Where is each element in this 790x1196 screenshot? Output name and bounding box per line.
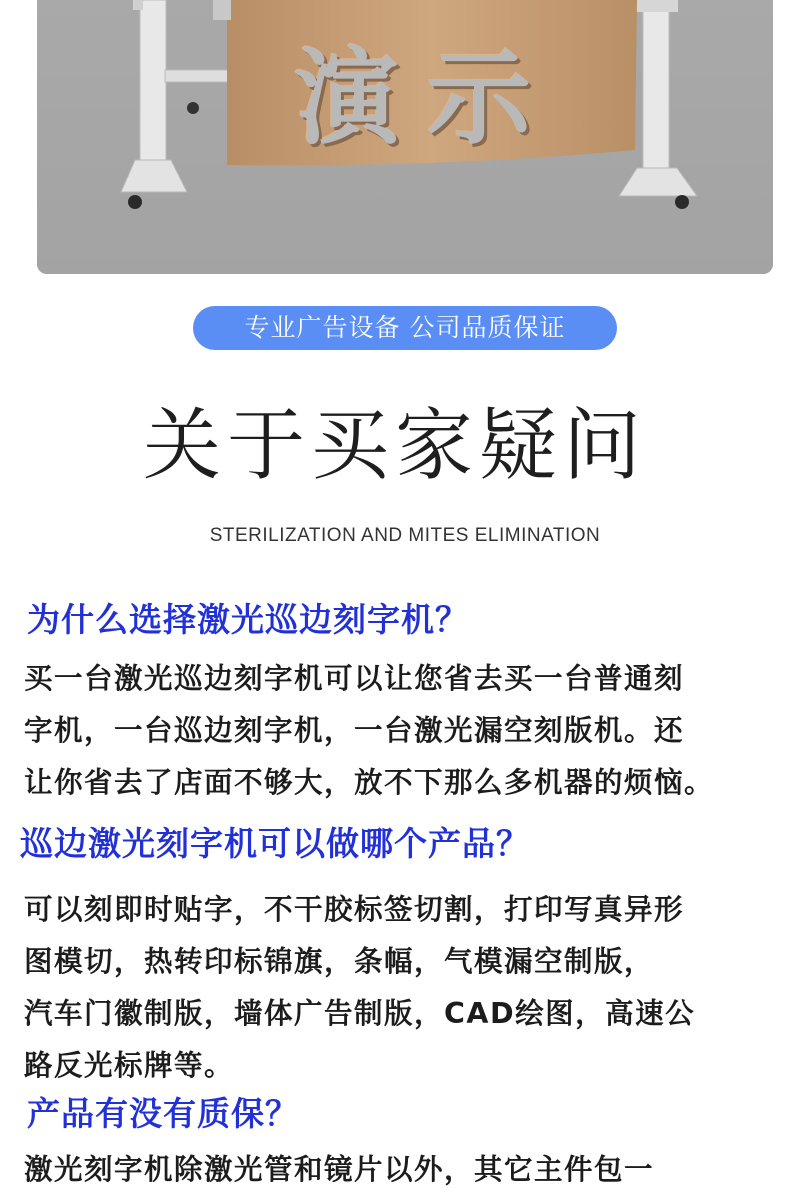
faq-question-2: 巡边激光刻字机可以做哪个产品？ — [20, 824, 530, 863]
answer-line: 汽车门徽制版，墙体广告制版，CAD绘图，高速公 — [24, 997, 696, 1030]
answer-line: 路反光标牌等。 — [24, 1049, 235, 1082]
page-subtitle: STERILIZATION AND MITES ELIMINATION — [209, 525, 601, 546]
answer-line: 让你省去了店面不够大，放不下那么多机器的烦恼。 — [24, 766, 715, 799]
answer-line: 字机，一台巡边刻字机，一台激光漏空刻版机。还 — [24, 714, 685, 747]
quality-badge: 专业广告设备 公司品质保证 — [193, 306, 617, 350]
answer-line: 可以刻即时贴字，不干胶标签切割，打印写真异形 — [24, 893, 685, 926]
faq-question-3: 产品有没有质保？ — [27, 1094, 299, 1133]
answer-line: 图模切，热转印标锦旗，条幅，气模漏空制版， — [24, 945, 655, 978]
answer-line: 激光刻字机除激光管和镜片以外，其它主件包一 — [24, 1153, 655, 1186]
faq-question-1: 为什么选择激光巡边刻字机？ — [27, 600, 469, 639]
photo-overlay-text: 演示 — [295, 37, 560, 159]
page-title: 关于买家疑问 — [142, 401, 647, 491]
faq-answer-3 — [24, 1144, 784, 1196]
faq-answer-1 — [24, 653, 784, 809]
product-photo — [37, 0, 773, 274]
answer-line: 买一台激光巡边刻字机可以让您省去买一台普通刻 — [24, 662, 685, 695]
faq-answer-2 — [24, 884, 784, 1092]
